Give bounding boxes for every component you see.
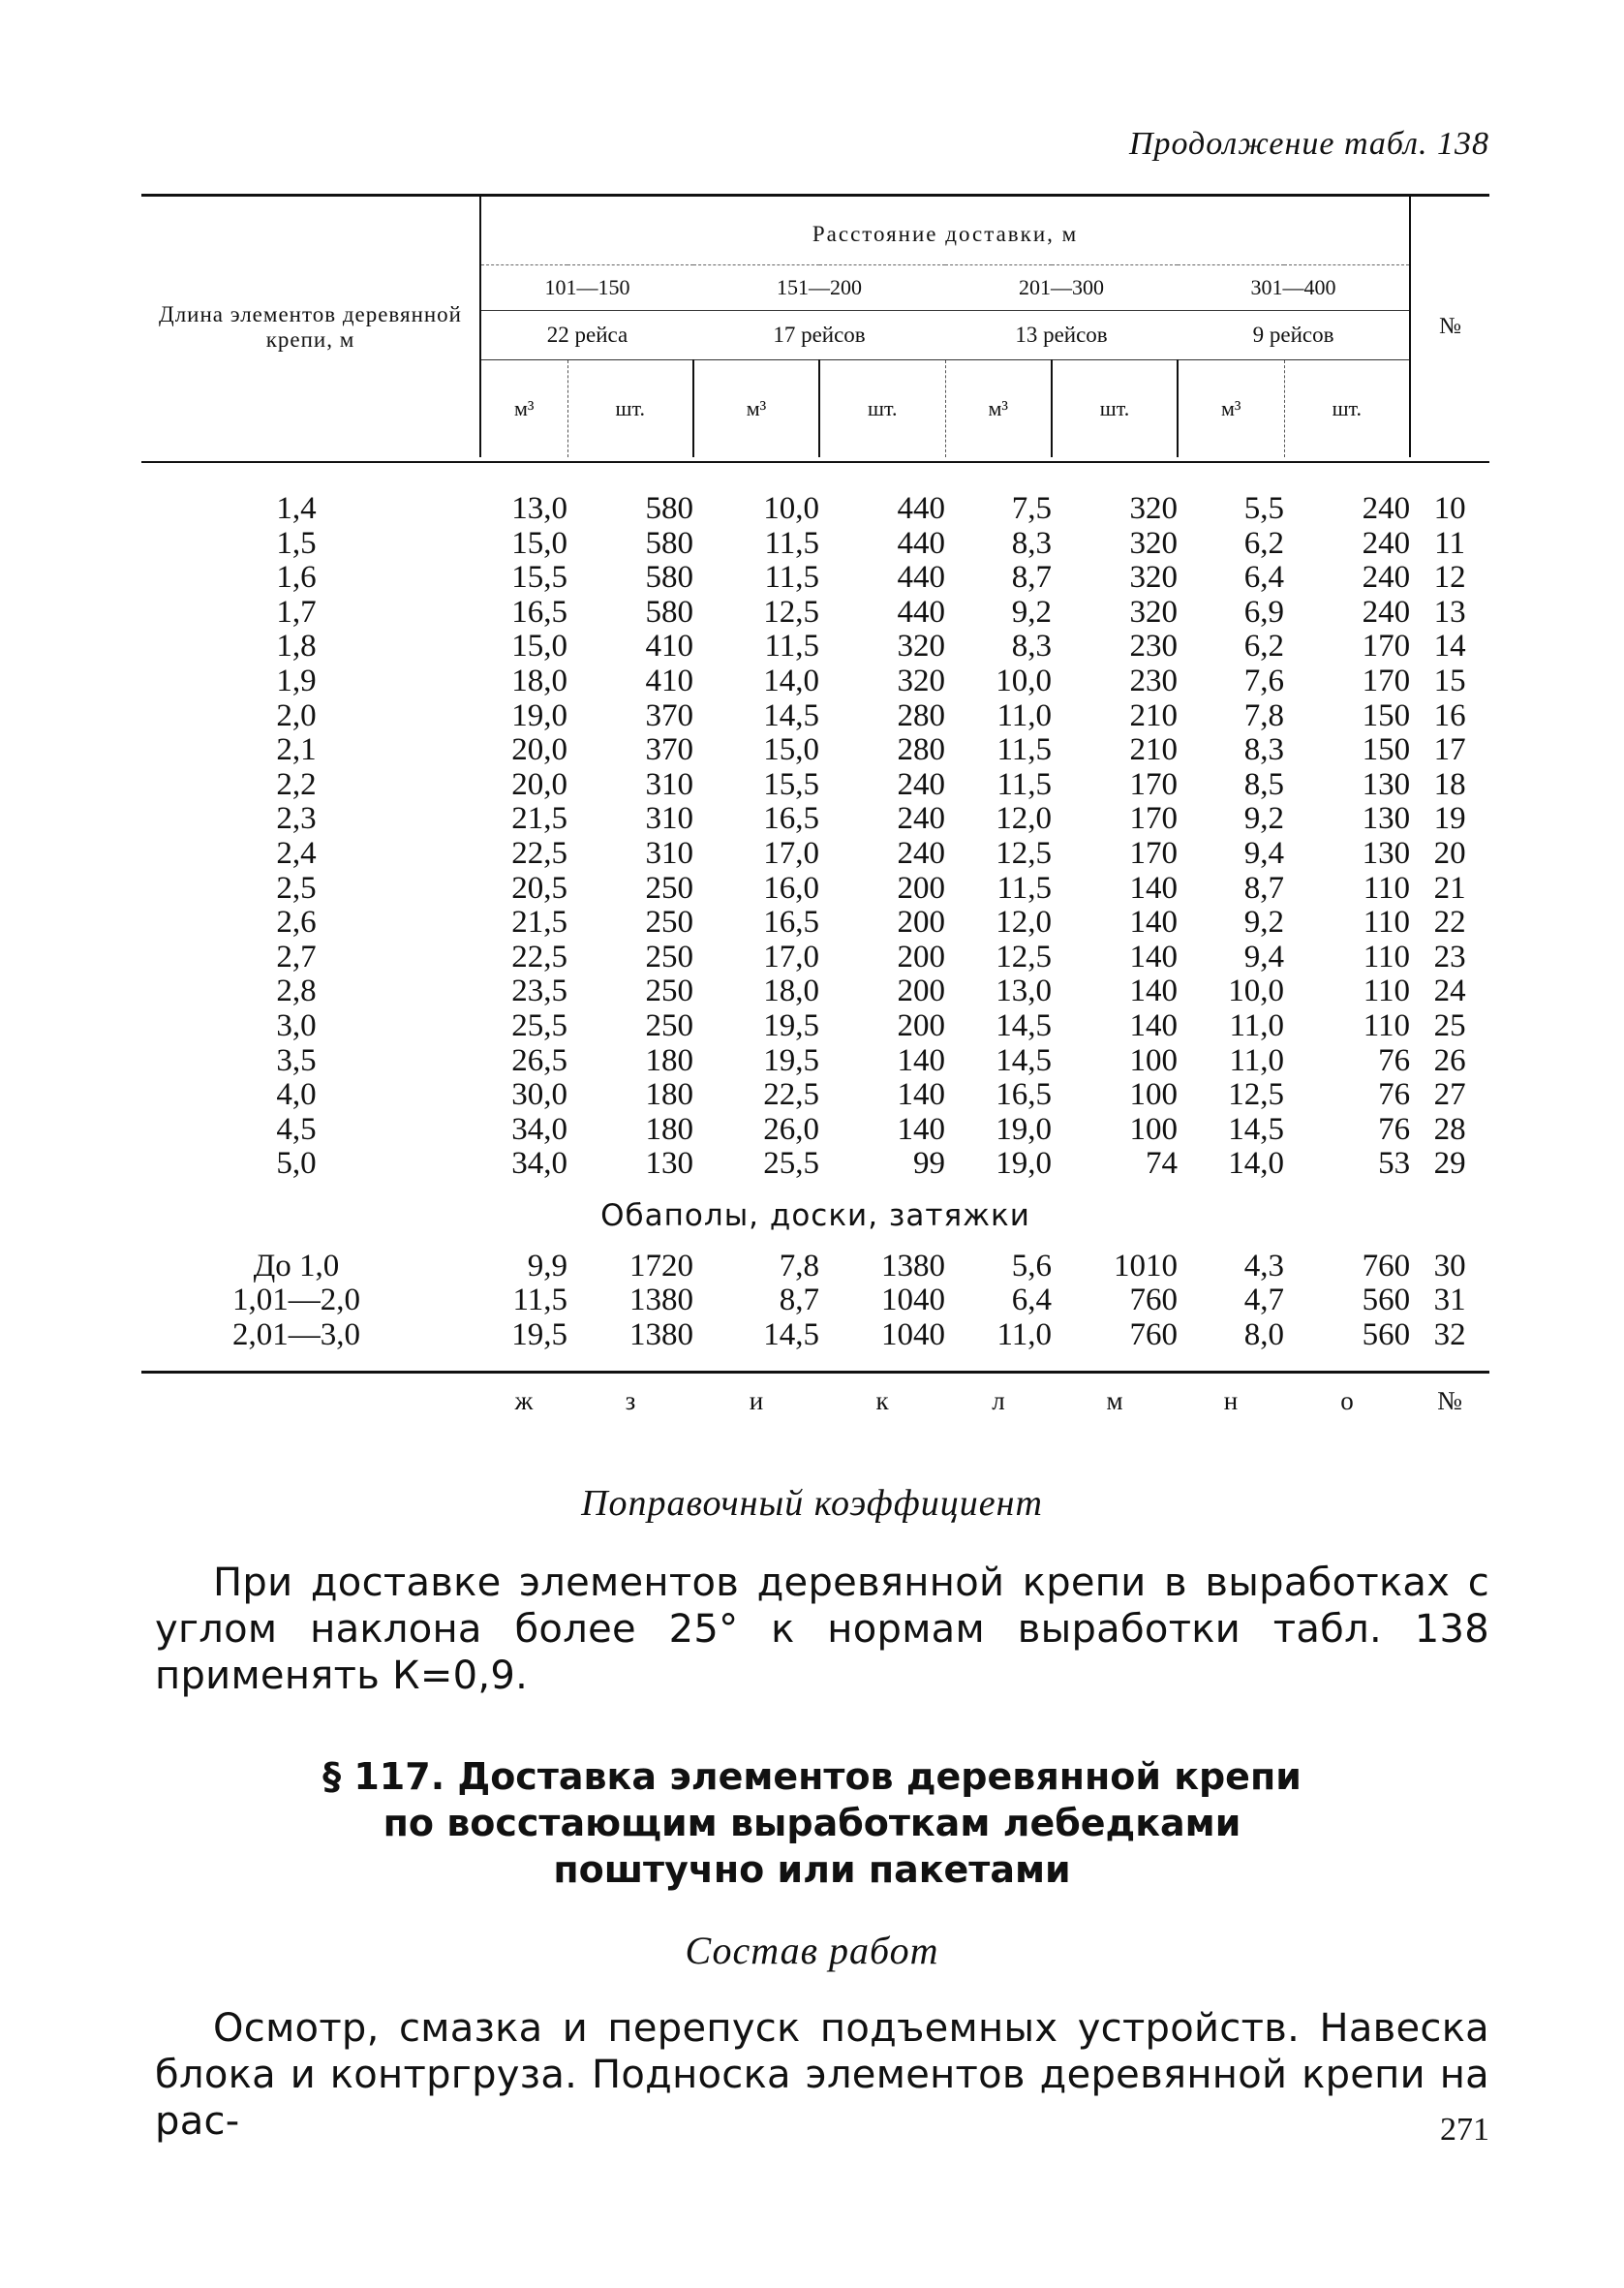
value-cell: 280 <box>897 732 945 768</box>
row-number-cell: 23 <box>1433 939 1466 974</box>
number-column-header: № <box>1410 196 1489 458</box>
value-cell: 76 <box>1378 1042 1411 1078</box>
value-cell: 370 <box>645 732 693 768</box>
table-row <box>141 837 1489 872</box>
unit-m3-header: м³ <box>1178 360 1284 458</box>
value-cell: 410 <box>645 663 693 698</box>
length-cell: 1,6 <box>276 560 317 596</box>
table-row <box>141 1044 1489 1079</box>
length-cell: 1,8 <box>276 629 317 665</box>
row-number-cell: 27 <box>1433 1077 1466 1113</box>
table-row <box>141 561 1489 596</box>
value-cell: 760 <box>1362 1248 1411 1283</box>
value-cell: 170 <box>1362 629 1411 665</box>
value-cell: 7,6 <box>1243 663 1284 698</box>
value-cell: 20,0 <box>511 766 567 802</box>
value-cell: 16,5 <box>763 905 819 941</box>
length-cell: 1,4 <box>276 491 317 526</box>
length-cell: 1,7 <box>276 594 317 630</box>
value-cell: 8,7 <box>779 1283 819 1318</box>
value-cell: 170 <box>1362 663 1411 698</box>
value-cell: 110 <box>1363 1007 1411 1043</box>
value-cell: 170 <box>1129 766 1178 802</box>
value-cell: 16,5 <box>763 801 819 837</box>
value-cell: 16,0 <box>763 870 819 906</box>
row-number-cell: 32 <box>1433 1317 1466 1353</box>
value-cell: 250 <box>645 870 693 906</box>
row-number-cell: 22 <box>1433 905 1466 941</box>
length-cell: 4,5 <box>276 1111 317 1147</box>
table-row <box>141 733 1489 768</box>
value-cell: 560 <box>1362 1283 1411 1318</box>
row-number-cell: 11 <box>1434 525 1465 561</box>
works-paragraph <box>155 2005 1489 2145</box>
column-letter: м <box>1106 1386 1123 1416</box>
value-cell: 12,5 <box>996 835 1052 871</box>
table-body <box>141 462 1489 1182</box>
value-cell: 8,3 <box>1243 732 1284 768</box>
page-number: 271 <box>1440 2112 1489 2148</box>
value-cell: 1380 <box>629 1283 693 1318</box>
unit-pcs-header: шт. <box>1284 360 1410 458</box>
row-number-cell: 18 <box>1433 766 1466 802</box>
value-cell: 200 <box>897 939 945 974</box>
value-cell: 11,5 <box>996 766 1052 802</box>
section-heading <box>0 1753 1624 1893</box>
row-number-cell: 25 <box>1433 1007 1466 1043</box>
value-cell: 11,5 <box>764 560 819 596</box>
value-cell: 18,0 <box>763 974 819 1009</box>
value-cell: 1040 <box>881 1283 945 1318</box>
value-cell: 440 <box>897 560 945 596</box>
value-cell: 7,5 <box>1011 491 1052 526</box>
trips-header: 22 рейса <box>480 311 693 360</box>
value-cell: 17,0 <box>763 939 819 974</box>
length-cell: До 1,0 <box>253 1248 340 1283</box>
value-cell: 15,5 <box>763 766 819 802</box>
value-cell: 180 <box>645 1077 693 1113</box>
value-cell: 240 <box>1362 525 1411 561</box>
value-cell: 1040 <box>881 1317 945 1353</box>
value-cell: 1010 <box>1114 1248 1178 1283</box>
value-cell: 130 <box>1362 801 1411 837</box>
range-header: 151—200 <box>693 265 945 311</box>
boards-subheader: Обаполы, доски, затяжки <box>600 1197 1030 1233</box>
value-cell: 140 <box>897 1111 945 1147</box>
value-cell: 11,0 <box>1229 1042 1284 1078</box>
value-cell: 11,5 <box>764 629 819 665</box>
value-cell: 9,2 <box>1011 594 1052 630</box>
distance-header: Расстояние доставки, м <box>480 196 1410 265</box>
value-cell: 9,4 <box>1243 835 1284 871</box>
value-cell: 240 <box>1362 560 1411 596</box>
range-header: 301—400 <box>1178 265 1410 311</box>
length-cell: 2,7 <box>276 939 317 974</box>
value-cell: 440 <box>897 594 945 630</box>
value-cell: 6,4 <box>1243 560 1284 596</box>
table-row <box>141 596 1489 631</box>
length-cell: 2,0 <box>276 697 317 733</box>
value-cell: 16,5 <box>996 1077 1052 1113</box>
value-cell: 100 <box>1129 1042 1178 1078</box>
value-cell: 19,0 <box>996 1146 1052 1182</box>
value-cell: 10,0 <box>1228 974 1284 1009</box>
value-cell: 150 <box>1362 732 1411 768</box>
value-cell: 140 <box>897 1077 945 1113</box>
table-row <box>141 802 1489 837</box>
value-cell: 19,5 <box>763 1007 819 1043</box>
row-number-cell: 14 <box>1433 629 1466 665</box>
value-cell: 20,5 <box>511 870 567 906</box>
value-cell: 240 <box>897 766 945 802</box>
length-cell: 3,0 <box>276 1007 317 1043</box>
row-number-cell: 24 <box>1433 974 1466 1009</box>
column-letter: ж <box>514 1386 534 1416</box>
table-row <box>141 1009 1489 1044</box>
length-column-header: Длина элементов деревянной крепи, м <box>159 302 462 352</box>
value-cell: 11,5 <box>764 525 819 561</box>
length-cell: 2,4 <box>276 835 317 871</box>
value-cell: 34,0 <box>511 1111 567 1147</box>
value-cell: 230 <box>1129 663 1178 698</box>
column-letter: н <box>1223 1386 1239 1416</box>
value-cell: 110 <box>1363 905 1411 941</box>
value-cell: 9,9 <box>527 1248 567 1283</box>
value-cell: 320 <box>897 663 945 698</box>
value-cell: 34,0 <box>511 1146 567 1182</box>
value-cell: 16,5 <box>511 594 567 630</box>
value-cell: 11,0 <box>1229 1007 1284 1043</box>
norms-table <box>141 194 1489 1430</box>
value-cell: 240 <box>897 801 945 837</box>
value-cell: 13,0 <box>996 974 1052 1009</box>
value-cell: 14,5 <box>763 1317 819 1353</box>
value-cell: 100 <box>1129 1077 1178 1113</box>
value-cell: 30,0 <box>511 1077 567 1113</box>
norms-table-container <box>141 194 1489 1430</box>
value-cell: 240 <box>897 835 945 871</box>
row-number-cell: 16 <box>1433 697 1466 733</box>
row-number-cell: 13 <box>1433 594 1466 630</box>
row-number-cell: 20 <box>1433 835 1466 871</box>
unit-pcs-header: шт. <box>1052 360 1178 458</box>
column-letters-row <box>141 1372 1489 1430</box>
length-cell: 2,1 <box>276 732 317 768</box>
value-cell: 100 <box>1129 1111 1178 1147</box>
table-row <box>141 665 1489 699</box>
value-cell: 310 <box>645 766 693 802</box>
value-cell: 18,0 <box>511 663 567 698</box>
table-row <box>141 1147 1489 1182</box>
value-cell: 53 <box>1378 1146 1411 1182</box>
value-cell: 19,0 <box>996 1111 1052 1147</box>
table-row <box>141 1078 1489 1113</box>
value-cell: 5,5 <box>1243 491 1284 526</box>
value-cell: 17,0 <box>763 835 819 871</box>
value-cell: 280 <box>897 697 945 733</box>
value-cell: 14,0 <box>1228 1146 1284 1182</box>
value-cell: 9,2 <box>1243 905 1284 941</box>
value-cell: 22,5 <box>763 1077 819 1113</box>
value-cell: 250 <box>645 939 693 974</box>
value-cell: 8,3 <box>1011 629 1052 665</box>
value-cell: 12,5 <box>1228 1077 1284 1113</box>
table-row <box>141 1113 1489 1148</box>
column-letter: к <box>875 1386 889 1416</box>
value-cell: 200 <box>897 870 945 906</box>
value-cell: 210 <box>1129 732 1178 768</box>
column-letter: о <box>1340 1386 1354 1416</box>
value-cell: 26,5 <box>511 1042 567 1078</box>
value-cell: 5,6 <box>1011 1248 1052 1283</box>
value-cell: 8,0 <box>1243 1317 1284 1353</box>
works-title: Состав работ <box>685 1929 939 1972</box>
row-number-cell: 26 <box>1433 1042 1466 1078</box>
value-cell: 20,0 <box>511 732 567 768</box>
value-cell: 250 <box>645 1007 693 1043</box>
value-cell: 7,8 <box>779 1248 819 1283</box>
value-cell: 12,0 <box>996 905 1052 941</box>
value-cell: 320 <box>1129 560 1178 596</box>
value-cell: 110 <box>1363 939 1411 974</box>
value-cell: 13,0 <box>511 491 567 526</box>
length-cell: 2,01—3,0 <box>232 1317 360 1353</box>
value-cell: 15,0 <box>511 525 567 561</box>
table-row <box>141 872 1489 907</box>
value-cell: 26,0 <box>763 1111 819 1147</box>
value-cell: 1380 <box>629 1317 693 1353</box>
value-cell: 9,4 <box>1243 939 1284 974</box>
value-cell: 21,5 <box>511 905 567 941</box>
column-letter: и <box>749 1386 764 1416</box>
length-cell: 1,5 <box>276 525 317 561</box>
length-cell: 1,9 <box>276 663 317 698</box>
value-cell: 180 <box>645 1111 693 1147</box>
value-cell: 320 <box>1129 594 1178 630</box>
value-cell: 74 <box>1146 1146 1178 1182</box>
table-row <box>141 1283 1489 1318</box>
value-cell: 200 <box>897 1007 945 1043</box>
value-cell: 6,9 <box>1243 594 1284 630</box>
value-cell: 8,5 <box>1243 766 1284 802</box>
value-cell: 8,3 <box>1011 525 1052 561</box>
value-cell: 170 <box>1129 835 1178 871</box>
value-cell: 140 <box>1129 870 1178 906</box>
table-row <box>141 699 1489 734</box>
value-cell: 210 <box>1129 697 1178 733</box>
value-cell: 180 <box>645 1042 693 1078</box>
value-cell: 410 <box>645 629 693 665</box>
row-number-cell: 31 <box>1433 1283 1466 1318</box>
value-cell: 240 <box>1362 594 1411 630</box>
value-cell: 76 <box>1378 1077 1411 1113</box>
value-cell: 4,7 <box>1243 1283 1284 1318</box>
value-cell: 14,5 <box>1228 1111 1284 1147</box>
value-cell: 1380 <box>881 1248 945 1283</box>
value-cell: 250 <box>645 905 693 941</box>
value-cell: 11,0 <box>996 1317 1052 1353</box>
value-cell: 23,5 <box>511 974 567 1009</box>
value-cell: 9,2 <box>1243 801 1284 837</box>
table-continuation-caption: Продолжение табл. 138 <box>1128 126 1489 162</box>
row-number-cell: 10 <box>1433 491 1466 526</box>
correction-text: При доставке элементов деревянной крепи в выработках с углом наклона более 25° к нормам выработки табл. 138 применять К=0,9. <box>155 1561 1489 1698</box>
value-cell: 200 <box>897 974 945 1009</box>
length-cell: 1,01—2,0 <box>232 1283 360 1318</box>
value-cell: 370 <box>645 697 693 733</box>
value-cell: 760 <box>1129 1283 1178 1318</box>
trips-header: 17 рейсов <box>693 311 945 360</box>
row-number-cell: 28 <box>1433 1111 1466 1147</box>
value-cell: 19,5 <box>763 1042 819 1078</box>
correction-title: Поправочный коэффициент <box>581 1483 1043 1524</box>
value-cell: 170 <box>1129 801 1178 837</box>
value-cell: 11,5 <box>996 870 1052 906</box>
value-cell: 14,5 <box>996 1042 1052 1078</box>
value-cell: 21,5 <box>511 801 567 837</box>
value-cell: 22,5 <box>511 939 567 974</box>
value-cell: 320 <box>1129 525 1178 561</box>
table-row <box>141 974 1489 1009</box>
value-cell: 25,5 <box>511 1007 567 1043</box>
value-cell: 150 <box>1362 697 1411 733</box>
table-row <box>141 768 1489 803</box>
column-letter: № <box>1437 1386 1462 1416</box>
value-cell: 320 <box>897 629 945 665</box>
section-heading-line: поштучно или пакетами <box>553 1848 1071 1891</box>
value-cell: 310 <box>645 801 693 837</box>
value-cell: 140 <box>1129 1007 1178 1043</box>
value-cell: 130 <box>1362 835 1411 871</box>
value-cell: 8,7 <box>1243 870 1284 906</box>
column-letter: з <box>625 1386 636 1416</box>
works-text: Осмотр, смазка и перепуск подъемных устройств. Навеска блока и контргруза. Подноска элементов деревянной крепи на рас- <box>155 2006 1489 2144</box>
length-cell: 4,0 <box>276 1077 317 1113</box>
length-cell: 2,8 <box>276 974 317 1009</box>
value-cell: 10,0 <box>763 491 819 526</box>
value-cell: 4,3 <box>1243 1248 1284 1283</box>
value-cell: 440 <box>897 491 945 526</box>
section-heading-line: § 117. Доставка элементов деревянной крепи <box>322 1755 1302 1798</box>
unit-pcs-header: шт. <box>567 360 693 458</box>
value-cell: 11,0 <box>996 697 1052 733</box>
value-cell: 22,5 <box>511 835 567 871</box>
table-row <box>141 527 1489 562</box>
table-row <box>141 1318 1489 1353</box>
correction-paragraph <box>155 1560 1489 1699</box>
value-cell: 19,5 <box>511 1317 567 1353</box>
value-cell: 15,0 <box>763 732 819 768</box>
row-number-cell: 30 <box>1433 1248 1466 1283</box>
table-body-boards <box>141 1182 1489 1353</box>
row-number-cell: 12 <box>1433 560 1466 596</box>
value-cell: 230 <box>1129 629 1178 665</box>
value-cell: 560 <box>1362 1317 1411 1353</box>
row-number-cell: 17 <box>1433 732 1466 768</box>
value-cell: 130 <box>1362 766 1411 802</box>
value-cell: 140 <box>897 1042 945 1078</box>
value-cell: 19,0 <box>511 697 567 733</box>
value-cell: 6,2 <box>1243 629 1284 665</box>
value-cell: 99 <box>913 1146 945 1182</box>
value-cell: 130 <box>645 1146 693 1182</box>
value-cell: 580 <box>645 525 693 561</box>
value-cell: 12,5 <box>763 594 819 630</box>
table-row <box>141 1250 1489 1284</box>
value-cell: 14,0 <box>763 663 819 698</box>
table-row <box>141 941 1489 975</box>
length-cell: 2,6 <box>276 905 317 941</box>
value-cell: 240 <box>1362 491 1411 526</box>
value-cell: 11,5 <box>512 1283 567 1318</box>
value-cell: 580 <box>645 560 693 596</box>
column-letter: л <box>992 1386 1005 1416</box>
value-cell: 320 <box>1129 491 1178 526</box>
value-cell: 15,0 <box>511 629 567 665</box>
row-number-cell: 15 <box>1433 663 1466 698</box>
value-cell: 140 <box>1129 974 1178 1009</box>
value-cell: 580 <box>645 491 693 526</box>
table-row <box>141 492 1489 527</box>
trips-header: 9 рейсов <box>1178 311 1410 360</box>
length-cell: 3,5 <box>276 1042 317 1078</box>
value-cell: 110 <box>1363 974 1411 1009</box>
value-cell: 10,0 <box>996 663 1052 698</box>
value-cell: 110 <box>1363 870 1411 906</box>
trips-header: 13 рейсов <box>945 311 1178 360</box>
table-row <box>141 630 1489 665</box>
value-cell: 15,5 <box>511 560 567 596</box>
value-cell: 76 <box>1378 1111 1411 1147</box>
range-header: 101—150 <box>480 265 693 311</box>
value-cell: 200 <box>897 905 945 941</box>
unit-m3-header: м³ <box>693 360 819 458</box>
value-cell: 11,5 <box>996 732 1052 768</box>
length-cell: 5,0 <box>276 1146 317 1182</box>
length-cell: 2,5 <box>276 870 317 906</box>
value-cell: 440 <box>897 525 945 561</box>
value-cell: 14,5 <box>996 1007 1052 1043</box>
section-heading-line: по восстающим выработкам лебедками <box>383 1802 1241 1844</box>
value-cell: 140 <box>1129 905 1178 941</box>
row-number-cell: 21 <box>1433 870 1466 906</box>
value-cell: 6,4 <box>1011 1283 1052 1318</box>
value-cell: 6,2 <box>1243 525 1284 561</box>
value-cell: 310 <box>645 835 693 871</box>
row-number-cell: 19 <box>1433 801 1466 837</box>
value-cell: 7,8 <box>1243 697 1284 733</box>
value-cell: 250 <box>645 974 693 1009</box>
length-cell: 2,3 <box>276 801 317 837</box>
value-cell: 760 <box>1129 1317 1178 1353</box>
value-cell: 8,7 <box>1011 560 1052 596</box>
table-row <box>141 906 1489 941</box>
value-cell: 1720 <box>629 1248 693 1283</box>
value-cell: 12,0 <box>996 801 1052 837</box>
length-cell: 2,2 <box>276 766 317 802</box>
value-cell: 580 <box>645 594 693 630</box>
value-cell: 140 <box>1129 939 1178 974</box>
value-cell: 14,5 <box>763 697 819 733</box>
unit-pcs-header: шт. <box>819 360 945 458</box>
row-number-cell: 29 <box>1433 1146 1466 1182</box>
unit-m3-header: м³ <box>480 360 567 458</box>
value-cell: 12,5 <box>996 939 1052 974</box>
unit-m3-header: м³ <box>945 360 1052 458</box>
range-header: 201—300 <box>945 265 1178 311</box>
value-cell: 25,5 <box>763 1146 819 1182</box>
